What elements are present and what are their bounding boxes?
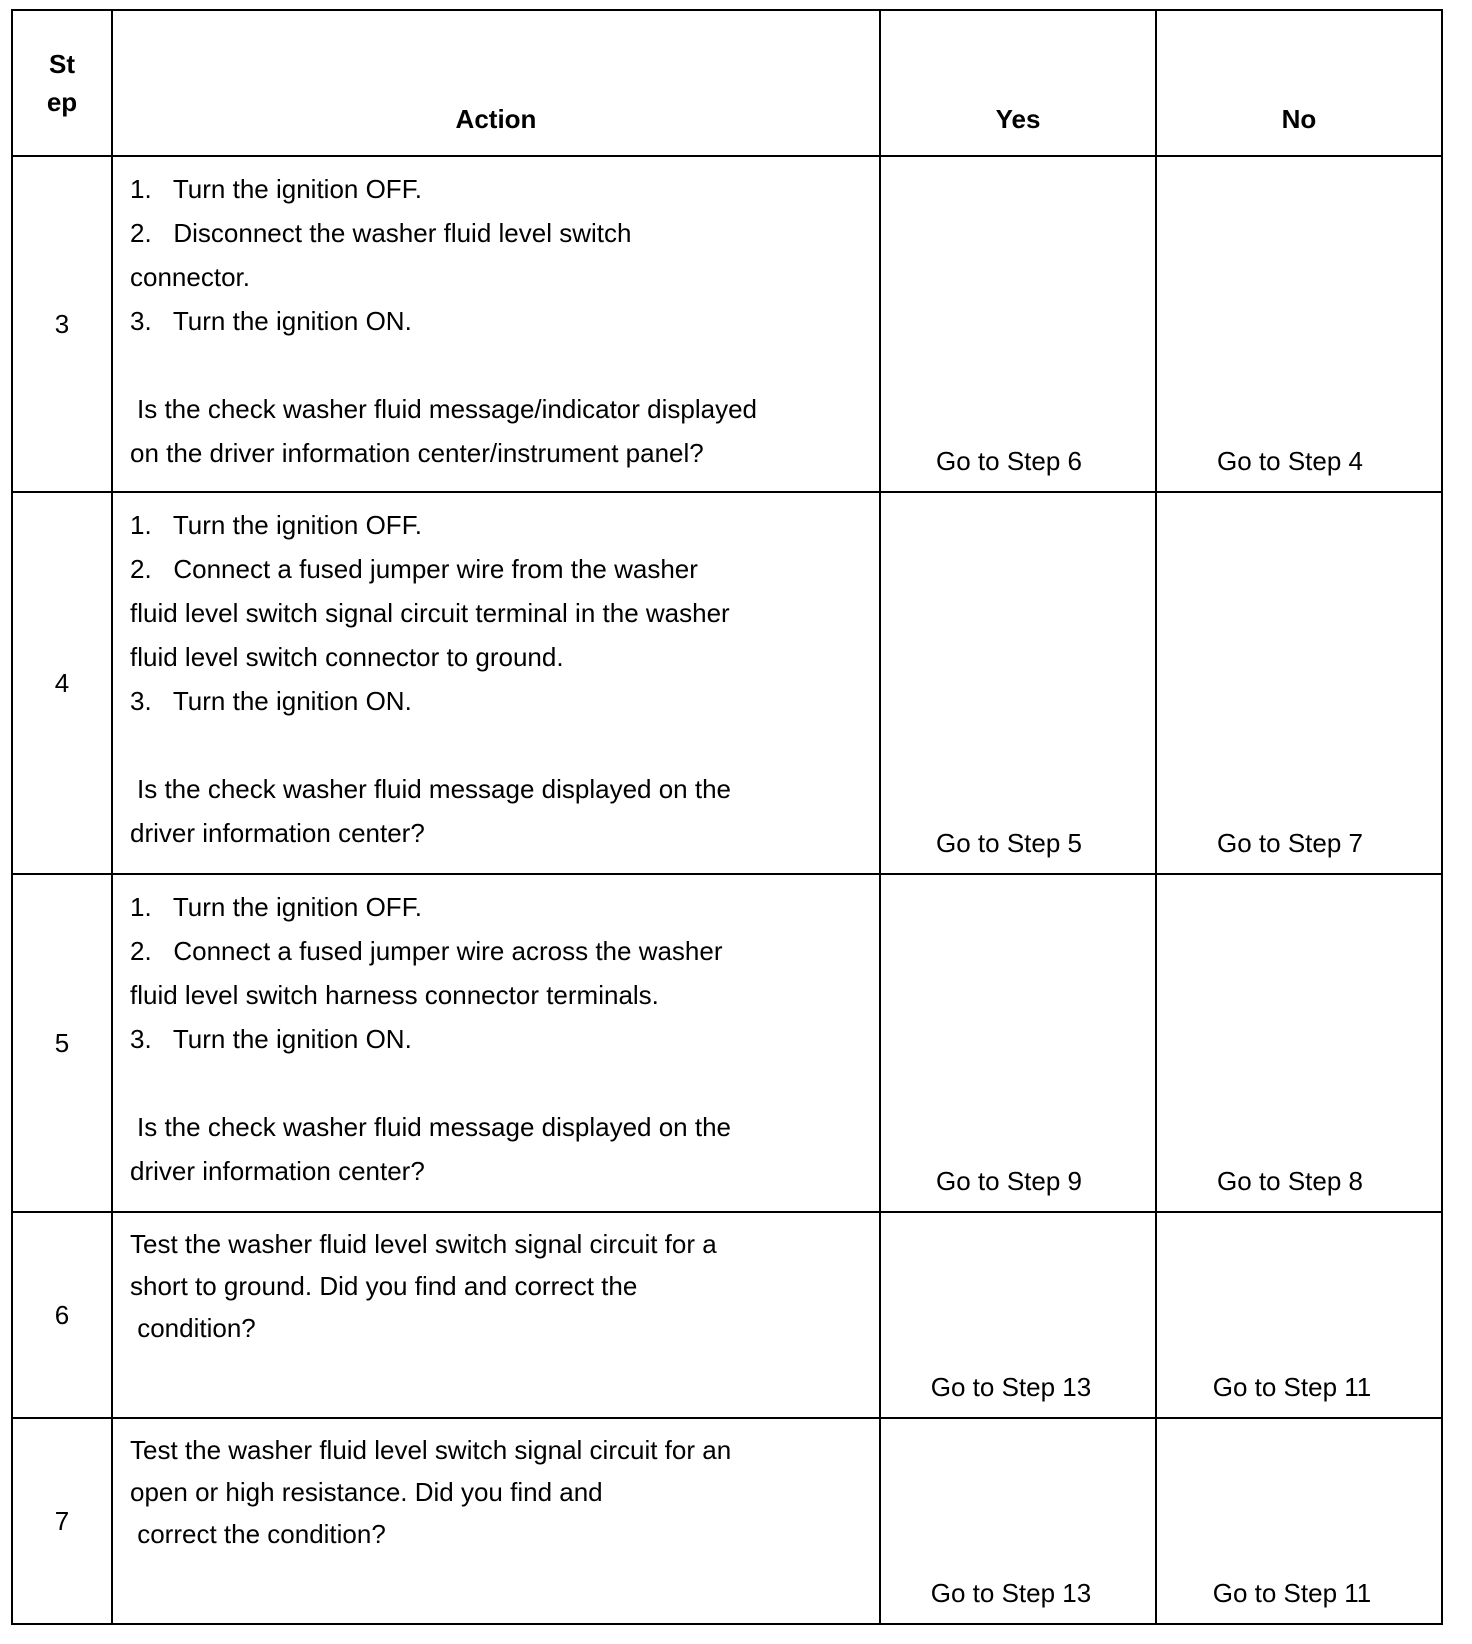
question-line: Is the check washer fluid message displayed on the — [137, 774, 732, 804]
action-cell — [112, 1418, 880, 1624]
action-line: 2. Connect a fused jumper wire from the washer — [130, 554, 698, 584]
question-line: Is the check washer fluid message/indicator displayed — [137, 394, 757, 424]
step-number: 7 — [12, 1418, 112, 1624]
action-line: 2. Disconnect the washer fluid level switch — [130, 218, 632, 248]
question-line: Is the check washer fluid message displayed on the — [137, 1112, 732, 1142]
yes-link: Go to Step 6 — [936, 446, 1082, 476]
question-line: driver information center? — [130, 1156, 425, 1186]
question-text — [130, 1105, 869, 1193]
step-number: 5 — [12, 874, 112, 1212]
action-line: 2. Connect a fused jumper wire across the washer — [130, 936, 723, 966]
yes-result — [880, 874, 1156, 1212]
action-line: 3. Turn the ignition ON. — [130, 686, 412, 716]
no-link: Go to Step 11 — [1212, 1372, 1372, 1402]
action-line: 1. Turn the ignition OFF. — [130, 892, 422, 922]
no-link: Go to Step 11 — [1212, 1578, 1372, 1608]
action-line: fluid level switch connector to ground. — [130, 642, 564, 672]
action-line: 3. Turn the ignition ON. — [130, 1024, 412, 1054]
step-number: 4 — [12, 492, 112, 874]
header-yes: Yes — [880, 10, 1156, 156]
table-row — [12, 492, 1442, 874]
action-line: fluid level switch signal circuit terminal in the washer — [130, 598, 730, 628]
question-line: on the driver information center/instrument panel? — [130, 438, 704, 468]
action-cell — [112, 492, 880, 874]
header-step-line2: ep — [46, 87, 78, 117]
step-number: 6 — [12, 1212, 112, 1418]
yes-link: Go to Step 5 — [936, 828, 1082, 858]
question-text — [130, 387, 869, 475]
yes-result — [880, 1212, 1156, 1418]
question-text — [130, 767, 869, 855]
header-step — [12, 10, 112, 156]
header-step-line1: St — [49, 49, 75, 79]
spacer — [130, 1061, 869, 1105]
no-result — [1156, 1212, 1442, 1418]
action-line: Test the washer fluid level switch signal circuit for an — [130, 1435, 732, 1465]
spacer — [130, 723, 869, 767]
no-result — [1156, 1418, 1442, 1624]
action-line: 1. Turn the ignition OFF. — [130, 510, 422, 540]
action-cell — [112, 156, 880, 492]
header-action: Action — [112, 10, 880, 156]
action-line: fluid level switch harness connector terminals. — [130, 980, 659, 1010]
action-line: correct the condition? — [130, 1519, 386, 1549]
action-line: condition? — [130, 1313, 256, 1343]
header-row — [12, 10, 1442, 156]
no-result — [1156, 492, 1442, 874]
yes-result — [880, 156, 1156, 492]
no-link: Go to Step 8 — [1217, 1166, 1363, 1196]
spacer — [130, 343, 869, 387]
question-line: driver information center? — [130, 818, 425, 848]
yes-link: Go to Step 13 — [930, 1578, 1092, 1608]
action-line: 3. Turn the ignition ON. — [130, 306, 412, 336]
yes-result — [880, 1418, 1156, 1624]
yes-result — [880, 492, 1156, 874]
action-cell — [112, 1212, 880, 1418]
no-link: Go to Step 7 — [1217, 828, 1363, 858]
action-line: open or high resistance. Did you find and — [130, 1477, 603, 1507]
yes-link: Go to Step 13 — [930, 1372, 1092, 1402]
header-no: No — [1156, 10, 1442, 156]
no-result — [1156, 874, 1442, 1212]
action-cell — [112, 874, 880, 1212]
action-line: short to ground. Did you find and correct the — [130, 1271, 638, 1301]
table-row — [12, 156, 1442, 492]
no-result — [1156, 156, 1442, 492]
action-line: connector. — [130, 262, 250, 292]
action-line: Test the washer fluid level switch signal circuit for a — [130, 1229, 717, 1259]
table-row — [12, 874, 1442, 1212]
table-row — [12, 1418, 1442, 1624]
step-number: 3 — [12, 156, 112, 492]
no-link: Go to Step 4 — [1217, 446, 1363, 476]
action-line: 1. Turn the ignition OFF. — [130, 174, 422, 204]
diagnostic-table — [11, 9, 1443, 1625]
table-row — [12, 1212, 1442, 1418]
yes-link: Go to Step 9 — [936, 1166, 1082, 1196]
